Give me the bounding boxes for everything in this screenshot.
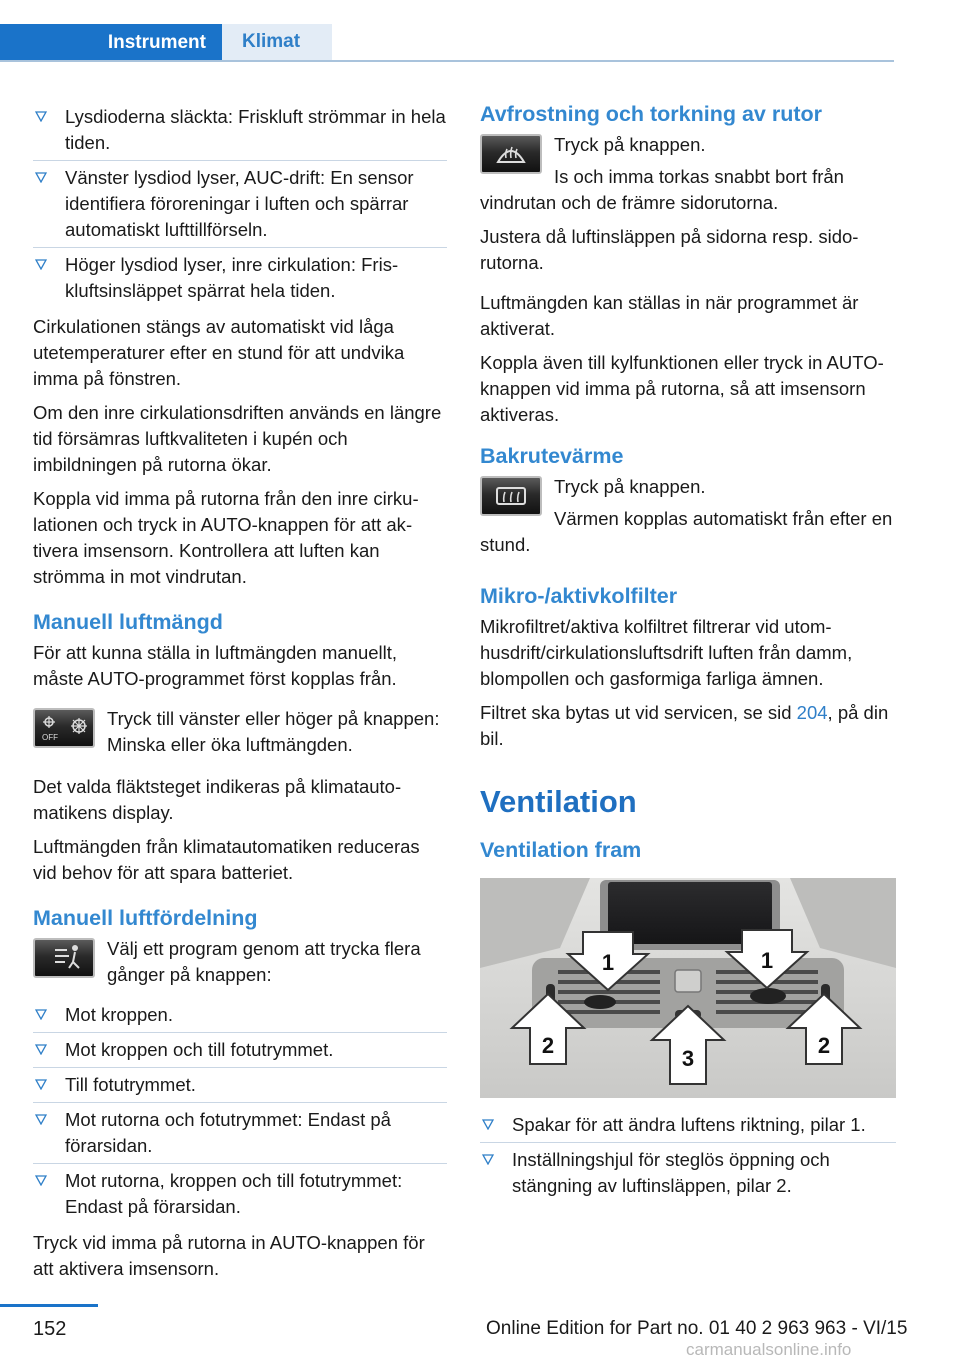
heading-ventilation: Ventilation <box>480 784 637 819</box>
list-item: Mot rutorna och fotutrymmet: Endast på förarsidan. <box>33 1103 447 1164</box>
left-column <box>33 100 447 1290</box>
arrow-label-3: 3 <box>681 1046 695 1071</box>
list-item: Mot kroppen och till fotutrymmet. <box>33 1033 447 1068</box>
list-item: Mot kroppen. <box>33 998 447 1033</box>
paragraph: Filtret ska bytas ut vid servicen, se sid 204, på din bil. <box>480 702 889 749</box>
paragraph: För att kunna ställa in luftmängden manuellt, måste AUTO-programmet först kopplas från. <box>33 642 398 689</box>
list-item: Till fotutrymmet. <box>33 1068 447 1103</box>
list-item: Höger lysdiod lyser, inre cirkulation: Friskluftsinsläppet spärrat hela tiden. <box>33 248 447 308</box>
heading-rear-window-heating: Bakrutevärme <box>480 444 624 468</box>
triangle-bullet-icon <box>35 110 47 122</box>
tab-instrument[interactable]: Instrument <box>0 24 222 62</box>
page-number: 152 <box>33 1318 67 1340</box>
paragraph: Koppla även till kylfunktionen eller tryck in AUTO-knappen vid imma på rutorna, så att imsensorn aktiveras. <box>480 352 884 425</box>
list-item: Spakar för att ändra luftens riktning, pilar 1. <box>480 1108 896 1143</box>
ventilation-figure <box>480 878 896 1098</box>
heading-micro-filter: Mikro-/aktivkolfilter <box>480 584 678 608</box>
footer-rule <box>0 1304 98 1307</box>
paragraph: Koppla vid imma på rutorna från den inre cirkulationen och tryck in AUTO-knappen för att aktivera imsensorn. Kontrollera att luften kan strömma in mot vindrutan. <box>33 488 419 587</box>
arrow-label-2-left: 2 <box>541 1033 555 1058</box>
list-item: Vänster lysdiod lyser, AUC-drift: En sensor identifiera föroreningar i luften och spärrar automatiskt lufttillförseln. <box>33 161 447 248</box>
arrow-label-1-left: 1 <box>601 950 615 975</box>
arrow-label-1-right: 1 <box>760 948 774 973</box>
paragraph: Tryck till vänster eller höger på knappen: Minska eller öka luftmängden. <box>107 708 440 755</box>
paragraph: Cirkulationen stängs av automatiskt vid låga utetemperaturer efter en stund för att undvika imma på fönstren. <box>33 316 405 389</box>
heading-manual-distribution: Manuell luftfördelning <box>33 906 258 930</box>
paragraph: Mikrofiltret/aktiva kolfiltret filtrerar vid utomhusdrift/cirkulationsluftsdrift luften från damm, blompollen och gasformiga farliga ämnen. <box>480 616 853 689</box>
paragraph: Justera då luftinsläppen på sidorna resp. sidorutorna. <box>480 226 859 273</box>
fan-speed-instruction <box>33 706 447 758</box>
defrost-button-icon <box>480 134 542 174</box>
triangle-bullet-icon <box>482 1118 494 1130</box>
air-distribution-button-icon <box>33 938 95 978</box>
heading-defrost: Avfrostning och torkning av rutor <box>480 102 823 126</box>
paragraph: Om den inre cirkulationsdriften används en längre tid försämras luftkvaliteten i kupén och imbildningen på rutorna ökar. <box>33 402 442 475</box>
paragraph: Luftmängden från klimatautomatiken reduceras vid behov för att spara batteriet. <box>33 836 420 883</box>
distribution-list <box>33 998 447 1224</box>
triangle-bullet-icon <box>35 1113 47 1125</box>
right-column <box>480 100 896 1209</box>
triangle-bullet-icon <box>482 1153 494 1165</box>
paragraph: Tryck på knappen. <box>554 134 706 155</box>
paragraph: Tryck vid imma på rutorna in AUTO-knappen för att aktivera imsensorn. <box>33 1232 425 1279</box>
dashboard-vents-illustration <box>480 878 896 1098</box>
svg-text:OFF: OFF <box>42 733 58 742</box>
rear-heating-button-icon <box>480 476 542 516</box>
arrow-label-2-right: 2 <box>817 1033 831 1058</box>
paragraph: Värmen kopplas automatiskt från efter en stund. <box>480 508 893 555</box>
list-item: Lysdioderna släckta: Friskluft strömmar in hela tiden. <box>33 100 447 161</box>
paragraph: Det valda fläktsteget indikeras på klimatautomatikens display. <box>33 776 402 823</box>
paragraph: Välj ett program genom att trycka flera gånger på knappen: <box>107 938 421 985</box>
triangle-bullet-icon <box>35 1008 47 1020</box>
ventilation-list <box>480 1108 896 1203</box>
defrost-instruction <box>480 132 896 158</box>
triangle-bullet-icon <box>35 1078 47 1090</box>
list-item: Inställningshjul för steglös öppning och stängning av luftinsläppen, pilar 2. <box>480 1143 896 1203</box>
page-reference-link[interactable]: 204 <box>796 702 828 723</box>
watermark: carmanualsonline.info <box>686 1340 852 1359</box>
chapter-tabs <box>0 24 894 62</box>
edition-note: Online Edition for Part no. 01 40 2 963 963 - VI/15 <box>486 1318 908 1339</box>
fan-button-icon <box>33 708 95 748</box>
paragraph: Is och imma torkas snabbt bort från vindrutan och de främre sidorutorna. <box>480 166 844 213</box>
paragraph: Tryck på knappen. <box>554 476 706 497</box>
triangle-bullet-icon <box>35 1043 47 1055</box>
tab-klimat[interactable]: Klimat <box>222 24 332 60</box>
distribution-instruction <box>33 936 447 988</box>
heading-ventilation-front: Ventilation fram <box>480 838 642 862</box>
led-status-list <box>33 100 447 308</box>
paragraph: Luftmängden kan ställas in när programmet är aktiverat. <box>480 292 859 339</box>
rear-heating-instruction <box>480 474 896 500</box>
triangle-bullet-icon <box>35 1174 47 1186</box>
header-rule <box>0 60 894 62</box>
triangle-bullet-icon <box>35 258 47 270</box>
triangle-bullet-icon <box>35 171 47 183</box>
heading-manual-air: Manuell luftmängd <box>33 610 223 634</box>
list-item: Mot rutorna, kroppen och till fotutrymmet: Endast på förarsidan. <box>33 1164 447 1224</box>
